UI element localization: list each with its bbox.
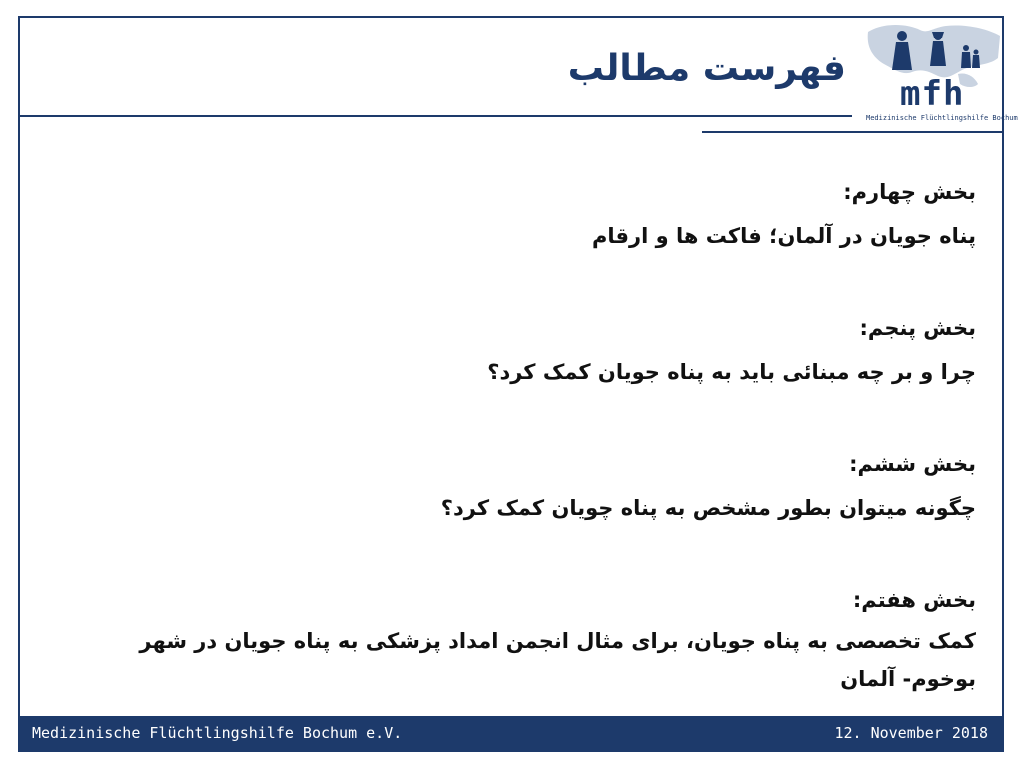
section-text: کمک تخصصی به پناه جویان، برای مثال انجمن امداد پزشکی به پناه جویان در شهر بوخوم- آلمان [139, 629, 976, 691]
section-heading: بخش چهارم: [843, 180, 976, 204]
section-heading: بخش پنجم: [859, 316, 976, 340]
logo-text: mfh [900, 74, 965, 114]
section-text: پناه جویان در آلمان؛ فاکت ها و ارقام [591, 224, 976, 248]
footer-date: 12. November 2018 [834, 724, 988, 742]
logo-subtitle: Medizinische Flüchtlingshilfe Bochum [866, 114, 1018, 122]
page-title: فهرست مطالب [567, 48, 846, 89]
footer-organization: Medizinische Flüchtlingshilfe Bochum e.V. [32, 724, 403, 742]
toc-section [96, 578, 976, 698]
toc-section [96, 306, 976, 394]
title-divider-bottom [702, 131, 1002, 133]
toc-section [96, 170, 976, 258]
title-divider-top [20, 115, 852, 117]
toc-section [96, 442, 976, 530]
table-of-contents [96, 170, 976, 698]
section-text: چگونه میتوان بطور مشخص به پناه چویان کمک کرد؟ [440, 496, 976, 520]
section-text: چرا و بر چه مبنائی باید به پناه جویان کمک کرد؟ [487, 360, 976, 384]
footer-bar [20, 716, 1002, 750]
section-heading: بخش هفتم: [852, 588, 976, 612]
section-heading: بخش ششم: [849, 452, 976, 476]
